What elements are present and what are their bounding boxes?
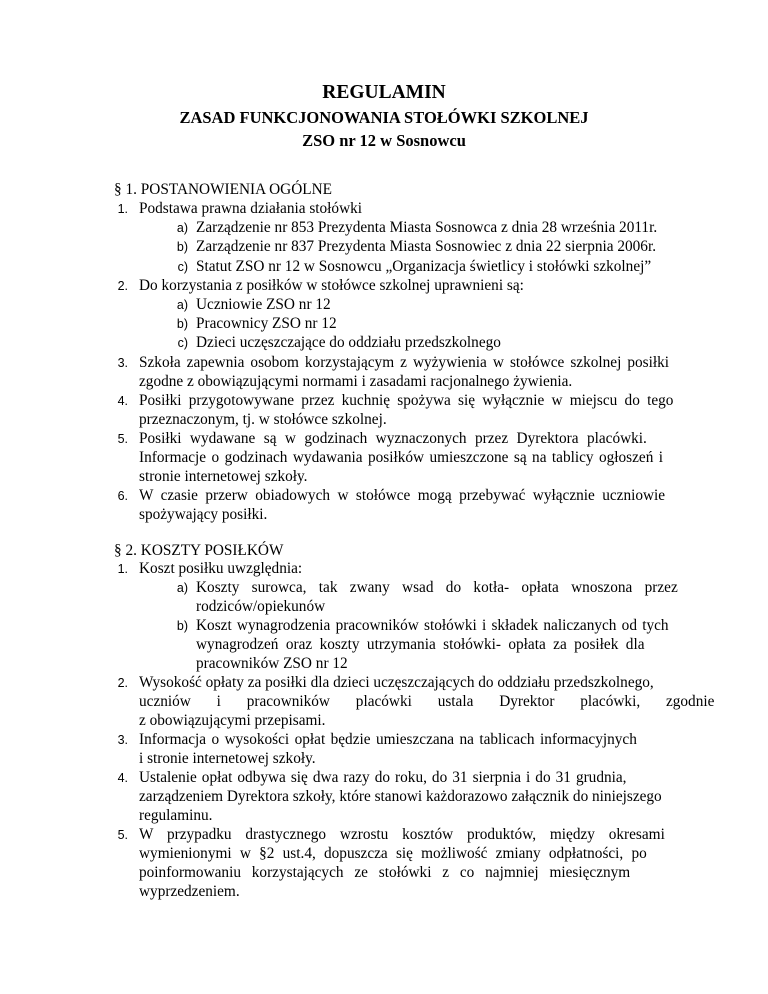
list-number: 5. bbox=[117, 432, 128, 446]
list-item-text: Informacja o wysokości opłat będzie umieszczana na tablicach informacyjnych bbox=[139, 731, 637, 748]
list-item-text: W czasie przerw obiadowych w stołówce mogą przebywać wyłącznie uczniowie bbox=[139, 487, 666, 504]
document-subtitle: ZASAD FUNKCJONOWANIA STOŁÓWKI SZKOLNEJ bbox=[179, 108, 589, 127]
list-item-text: wyprzedzeniem. bbox=[139, 883, 240, 900]
sublist-item-text: wynagrodzeń oraz koszty utrzymania stołówki- opłata za posiłek dla bbox=[196, 636, 645, 653]
list-item-text: przeznaczonym, tj. w stołówce szkolnej. bbox=[139, 411, 387, 428]
sublist-letter: a) bbox=[176, 221, 188, 235]
sublist-item-text: Uczniowie ZSO nr 12 bbox=[196, 296, 331, 313]
list-item-text: Posiłki wydawane są w godzinach wyznaczonych przez Dyrektora placówki. bbox=[139, 430, 647, 447]
list-item-text: stronie internetowej szkoły. bbox=[139, 468, 308, 485]
sublist-item-text: Zarządzenie nr 837 Prezydenta Miasta Sosnowiec z dnia 22 sierpnia 2006r. bbox=[196, 238, 657, 255]
list-number: 6. bbox=[117, 489, 128, 503]
list-item-text: W przypadku drastycznego wzrostu kosztów produktów, między okresami bbox=[139, 826, 665, 843]
list-number: 4. bbox=[117, 394, 128, 408]
list-item-text: zarządzeniem Dyrektora szkoły, które stanowi każdorazowo załącznik do niniejszego bbox=[139, 788, 662, 805]
list-item-text: z obowiązującymi przepisami. bbox=[139, 712, 326, 729]
sublist-letter: b) bbox=[176, 619, 188, 633]
list-item-text: zgodne z obowiązującymi normami i zasadami racjonalnego żywienia. bbox=[139, 373, 573, 390]
list-item-text: Szkoła zapewnia osobom korzystającym z wyżywienia w stołówce szkolnej posiłki bbox=[139, 354, 669, 371]
list-item-text: Koszt posiłku uwzględnia: bbox=[139, 560, 303, 577]
sublist-item-text: Koszt wynagrodzenia pracowników stołówki i składek naliczanych od tych bbox=[196, 617, 669, 634]
list-item-text: Posiłki przygotowywane przez kuchnię spożywa się wyłącznie w miejscu do tego bbox=[139, 392, 674, 409]
sublist-item-text: Koszty surowca, tak zwany wsad do kotła- opłata wnoszona przez bbox=[196, 579, 678, 596]
list-number: 1. bbox=[117, 562, 128, 576]
list-number: 1. bbox=[117, 202, 128, 216]
sublist-item-text: rodziców/opiekunów bbox=[196, 598, 326, 615]
sublist-letter: a) bbox=[176, 581, 188, 595]
document-title: REGULAMIN bbox=[322, 82, 446, 103]
list-item-text: wymienionymi w §2 ust.4, dopuszcza się możliwość zmiany odpłatności, po bbox=[139, 845, 647, 862]
sublist-letter: a) bbox=[176, 298, 188, 312]
document-school-name: ZSO nr 12 w Sosnowcu bbox=[302, 131, 466, 150]
list-item-text: spożywający posiłki. bbox=[139, 506, 268, 523]
list-item-text: i stronie internetowej szkoły. bbox=[139, 750, 316, 767]
sublist-letter: c) bbox=[177, 260, 188, 274]
sublist-letter: b) bbox=[176, 317, 188, 331]
sublist-item-text: pracowników ZSO nr 12 bbox=[196, 655, 348, 672]
list-number: 2. bbox=[117, 676, 128, 690]
list-number: 4. bbox=[117, 771, 128, 785]
list-item-text: Informacje o godzinach wydawania posiłków umieszczone są na tablicy ogłoszeń i bbox=[139, 449, 664, 466]
sublist-item-text: Statut ZSO nr 12 w Sosnowcu „Organizacja świetlicy i stołówki szkolnej” bbox=[196, 258, 652, 275]
section-2-heading: § 2. KOSZTY POSIŁKÓW bbox=[114, 542, 284, 559]
list-item-text: Do korzystania z posiłków w stołówce szkolnej uprawnieni są: bbox=[139, 277, 524, 294]
list-item-text: poinformowaniu korzystających ze stołówki z co najmniej miesięcznym bbox=[139, 864, 631, 881]
sublist-item-text: Dzieci uczęszczające do oddziału przedszkolnego bbox=[196, 334, 501, 351]
list-number: 3. bbox=[117, 733, 128, 747]
sublist-letter: c) bbox=[177, 336, 188, 350]
list-item-text: Ustalenie opłat odbywa się dwa razy do roku, do 31 sierpnia i do 31 grudnia, bbox=[139, 769, 627, 786]
list-number: 2. bbox=[117, 279, 128, 293]
list-item-text: Podstawa prawna działania stołówki bbox=[139, 200, 363, 217]
list-number: 3. bbox=[117, 356, 128, 370]
sublist-letter: b) bbox=[176, 240, 188, 254]
list-number: 5. bbox=[117, 828, 128, 842]
list-item-text: regulaminu. bbox=[139, 807, 213, 824]
section-1-heading: § 1. POSTANOWIENIA OGÓLNE bbox=[114, 181, 333, 198]
sublist-item-text: Pracownicy ZSO nr 12 bbox=[196, 315, 337, 332]
list-item-text: uczniów i pracowników placówki ustala Dyrektor placówki, zgodnie bbox=[139, 693, 715, 710]
sublist-item-text: Zarządzenie nr 853 Prezydenta Miasta Sosnowca z dnia 28 września 2011r. bbox=[196, 219, 658, 236]
list-item-text: Wysokość opłaty za posiłki dla dzieci uczęszczających do oddziału przedszkolnego, bbox=[139, 674, 654, 691]
